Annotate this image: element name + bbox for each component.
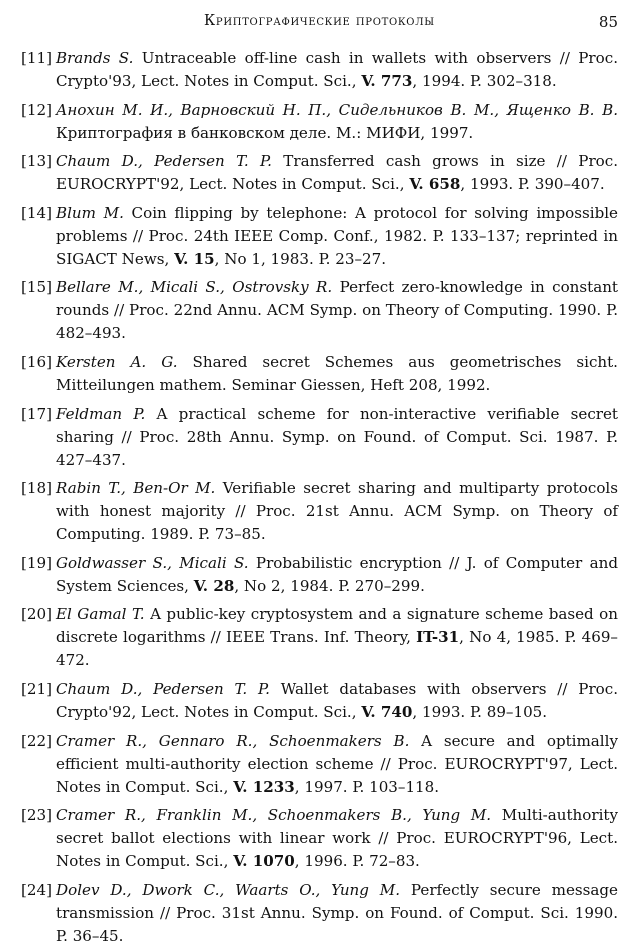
reference-authors: Cramer R., Franklin M., Schoenmakers B., Yung M. — [56, 806, 492, 825]
reference-text — [56, 879, 618, 948]
reference-item — [21, 477, 618, 546]
reference-item — [21, 804, 618, 873]
reference-body: Coin flipping by telephone: A protocol for solving impossible problems // Proc. 24th IEEE Comp. Conf., 1982. P. 133–137; reprinted in SIGACT News, — [56, 203, 618, 268]
reference-number: [15] — [21, 278, 52, 297]
reference-volume: V. 658 — [409, 175, 461, 194]
reference-item — [21, 47, 618, 93]
reference-authors: Анохин М. И., Варновский Н. П., Сидельников В. М., Ященко В. В. — [56, 100, 618, 119]
reference-body: Untraceable off-line cash in wallets with observers // Proc. Crypto'93, Lect. Notes in Comput. Sci., — [56, 49, 618, 90]
reference-item — [21, 552, 618, 598]
reference-number: [13] — [21, 152, 52, 171]
reference-item — [21, 99, 618, 145]
reference-text — [56, 351, 618, 397]
page-header — [21, 0, 618, 47]
reference-authors: Feldman P. — [56, 404, 146, 423]
reference-number: [24] — [21, 880, 52, 899]
page-number: 85 — [598, 13, 618, 31]
reference-number: [16] — [21, 352, 52, 371]
reference-text — [56, 477, 618, 546]
reference-text — [56, 403, 618, 472]
reference-authors: Dolev D., Dwork C., Waarts O., Yung M. — [56, 880, 401, 899]
reference-authors: Brands S. — [56, 49, 134, 67]
reference-authors: Cramer R., Gennaro R., Schoenmakers B. — [56, 731, 410, 750]
reference-number: [14] — [21, 203, 52, 222]
reference-tail: , 1996. P. 72–83. — [294, 852, 420, 871]
reference-item — [21, 351, 618, 397]
reference-number: [22] — [21, 731, 52, 750]
reference-body: Криптография в банковском деле. М.: МИФИ, 1997. — [56, 123, 474, 142]
reference-authors: Chaum D., Pedersen T. P. — [56, 679, 270, 698]
reference-volume: V. 773 — [361, 72, 413, 90]
reference-text — [56, 603, 618, 672]
reference-list — [21, 47, 618, 948]
reference-body: Perfectly secure message transmission // Proc. 31st Annu. Symp. on Found. of Comput. Sci. 1990. P. 36–45. — [56, 880, 618, 945]
reference-authors: Kersten A. G. — [56, 352, 178, 371]
reference-item — [21, 276, 618, 345]
reference-number: [20] — [21, 605, 52, 624]
reference-text — [56, 99, 618, 145]
reference-text — [56, 730, 618, 799]
reference-body: Multi-authority secret ballot elections with linear work // Proc. EUROCRYPT'96, Lect. Notes in Comput. Sci., — [56, 806, 618, 871]
reference-text — [56, 276, 618, 345]
reference-body: A public-key cryptosystem and a signature scheme based on discrete logarithms // IEEE Trans. Inf. Theory, — [56, 605, 618, 647]
reference-body: Perfect zero-knowledge in constant rounds // Proc. 22nd Annu. ACM Symp. on Theory of Computing. 1990. P. 482–493. — [56, 278, 618, 343]
reference-item — [21, 403, 618, 472]
reference-text — [56, 202, 618, 271]
reference-number: [21] — [21, 679, 52, 698]
reference-item — [21, 678, 618, 724]
reference-authors: Rabin T., Ben-Or M. — [56, 479, 216, 498]
reference-text — [56, 552, 618, 598]
reference-authors: Bellare M., Micali S., Ostrovsky R. — [56, 278, 333, 297]
reference-authors: Goldwasser S., Micali S. — [56, 553, 249, 572]
reference-authors: Blum M. — [56, 203, 124, 222]
reference-number: [18] — [21, 479, 52, 498]
reference-number: [23] — [21, 806, 52, 825]
reference-text — [56, 804, 618, 873]
reference-number: [11] — [21, 49, 52, 67]
reference-authors: El Gamal T. — [56, 605, 145, 624]
reference-number: [17] — [21, 404, 52, 423]
reference-text — [56, 678, 618, 724]
reference-text — [56, 47, 618, 93]
reference-body: Probabilistic encryption // J. of Computer and System Sciences, — [56, 553, 618, 595]
reference-volume: V. 15 — [174, 249, 215, 268]
reference-number: [19] — [21, 553, 52, 572]
reference-body: Verifiable secret sharing and multiparty protocols with honest majority // Proc. 21st Annu. ACM Symp. on Theory of Computing. 1989. P. 73–85. — [56, 479, 618, 544]
reference-number: [12] — [21, 100, 52, 119]
reference-authors: Chaum D., Pedersen T. P. — [56, 152, 272, 171]
reference-item — [21, 879, 618, 948]
reference-volume: V. 1070 — [233, 852, 295, 871]
reference-body: A secure and optimally efficient multi-authority election scheme // Proc. EUROCRYPT'97, Lect. Notes in Comput. Sci., — [56, 731, 618, 796]
reference-body: Wallet databases with observers // Proc. Crypto'92, Lect. Notes in Comput. Sci., — [56, 679, 618, 721]
reference-tail: , No 2, 1984. P. 270–299. — [234, 576, 425, 595]
reference-item — [21, 202, 618, 271]
reference-item — [21, 730, 618, 799]
reference-item — [21, 150, 618, 196]
reference-item — [21, 603, 618, 672]
running-title: Криптографические протоколы — [204, 13, 435, 29]
reference-tail: , 1993. P. 390–407. — [460, 175, 605, 194]
reference-tail: , 1993. P. 89–105. — [412, 702, 548, 721]
reference-text — [56, 150, 618, 196]
reference-volume: IT-31 — [416, 628, 460, 647]
reference-body: A practical scheme for non-interactive verifiable secret sharing // Proc. 28th Annu. Symp. on Found. of Comput. Sci. 1987. P. 427–437. — [56, 404, 618, 469]
reference-volume: V. 28 — [193, 576, 235, 595]
reference-tail: , No 4, 1985. P. 469–472. — [56, 628, 618, 670]
reference-tail: , 1997. P. 103–118. — [294, 777, 440, 796]
reference-tail: , 1994. P. 302–318. — [412, 72, 557, 90]
reference-volume: V. 1233 — [233, 777, 295, 796]
reference-volume: V. 740 — [361, 702, 413, 721]
reference-body: Transferred cash grows in size // Proc. EUROCRYPT'92, Lect. Notes in Comput. Sci., — [56, 152, 618, 194]
reference-tail: , No 1, 1983. P. 23–27. — [214, 249, 387, 268]
reference-body: Shared secret Schemes aus geometrisches sicht. Mitteilungen mathem. Seminar Giessen, Heft 208, 1992. — [56, 352, 618, 394]
